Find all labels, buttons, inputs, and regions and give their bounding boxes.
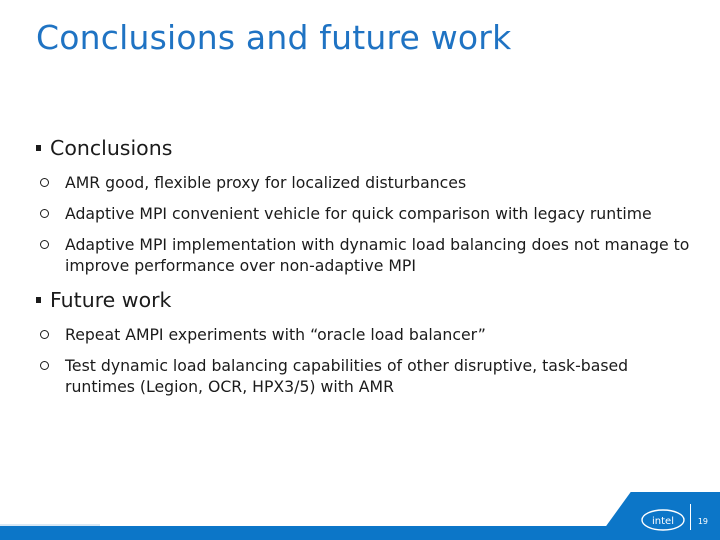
circle-bullet-icon xyxy=(40,330,49,339)
square-bullet-icon xyxy=(36,297,41,303)
page-number: 19 xyxy=(697,517,708,526)
list-item xyxy=(36,203,700,224)
circle-bullet-icon xyxy=(40,178,49,187)
section-heading-text: Future work xyxy=(50,288,172,312)
section-heading-conclusions xyxy=(36,134,700,162)
list-item xyxy=(36,234,700,276)
square-bullet-icon xyxy=(36,145,41,151)
intel-logo-icon xyxy=(640,506,686,532)
circle-bullet-icon xyxy=(40,361,49,370)
slide-body xyxy=(36,134,700,397)
list-item-text: Adaptive MPI implementation with dynamic load balancing does not manage to improve performance over non-adaptive MPI xyxy=(65,235,690,275)
section-heading-future-work xyxy=(36,286,700,314)
list-item xyxy=(36,172,700,193)
conclusions-section xyxy=(36,134,700,276)
list-item-text: AMR good, flexible proxy for localized disturbances xyxy=(65,173,467,192)
list-item xyxy=(36,355,700,397)
list-item-text: Adaptive MPI convenient vehicle for quick comparison with legacy runtime xyxy=(65,204,652,223)
footer-divider xyxy=(690,504,691,530)
list-item-text: Test dynamic load balancing capabilities of other disruptive, task-based runtimes (Legion, OCR, HPX3/5) with AMR xyxy=(65,356,629,396)
slide-title: Conclusions and future work xyxy=(36,18,512,57)
section-heading-text: Conclusions xyxy=(50,136,173,160)
circle-bullet-icon xyxy=(40,209,49,218)
circle-bullet-icon xyxy=(40,240,49,249)
list-item xyxy=(36,324,700,345)
future-work-section xyxy=(36,286,700,397)
list-item-text: Repeat AMPI experiments with “oracle load balancer” xyxy=(65,325,486,344)
logo-text: intel xyxy=(652,516,674,527)
